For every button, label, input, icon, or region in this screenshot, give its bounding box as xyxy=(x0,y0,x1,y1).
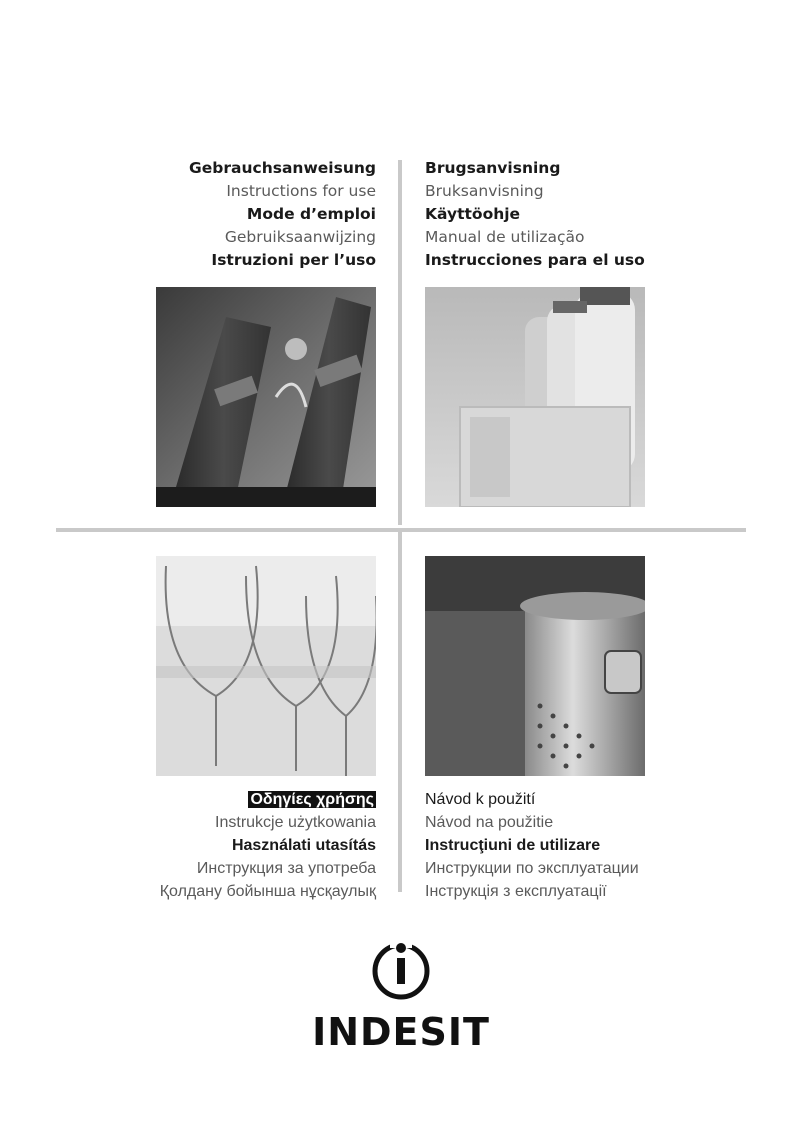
lang-da: Brugsanvisning xyxy=(425,159,561,177)
lang-cs: Návod k použití xyxy=(425,791,536,808)
languages-top-left xyxy=(189,157,376,272)
lang-de: Gebrauchsanweisung xyxy=(189,159,376,177)
lang-es: Instrucciones para el uso xyxy=(425,251,645,269)
lang-pl: Instrukcje użytkowania xyxy=(215,814,376,831)
lang-uk: Інструкція з експлуатації xyxy=(425,883,607,900)
languages-bottom-left xyxy=(160,788,376,903)
lang-nl: Gebruiksaanwijzing xyxy=(224,228,376,246)
steel-pot-photo xyxy=(425,556,645,776)
wine-glasses-photo xyxy=(156,556,376,776)
vertical-divider-bottom xyxy=(398,532,402,892)
lang-hu: Használati utasítás xyxy=(231,837,376,854)
languages-bottom-right xyxy=(425,788,639,903)
lang-ru: Инструкции по эксплуатации xyxy=(425,860,639,877)
lang-it: Istruzioni per l’uso xyxy=(211,251,376,269)
lang-pt: Manual de utilização xyxy=(425,228,585,246)
lang-en: Instructions for use xyxy=(226,182,376,200)
vertical-divider-top xyxy=(398,160,402,525)
languages-top-right xyxy=(425,157,645,272)
horizontal-divider xyxy=(56,528,746,532)
brand-name: INDESIT xyxy=(312,1010,490,1054)
lang-el: Οδηγίες χρήσης xyxy=(250,791,374,808)
lang-fr: Mode d’emploi xyxy=(246,205,376,223)
lang-sv: Bruksanvisning xyxy=(425,182,544,200)
lang-fi: Käyttöohje xyxy=(425,205,521,223)
indesit-i-logo-icon xyxy=(370,938,432,1000)
lang-kk: Қолдану бойынша нұсқаулық xyxy=(159,883,376,900)
lang-ro: Instrucţiuni de utilizare xyxy=(425,837,601,854)
lang-bg: Инструкция за употреба xyxy=(196,860,376,877)
clothespins-photo xyxy=(156,287,376,507)
lang-sk: Návod na použitie xyxy=(425,814,554,831)
milk-bottles-photo xyxy=(425,287,645,507)
